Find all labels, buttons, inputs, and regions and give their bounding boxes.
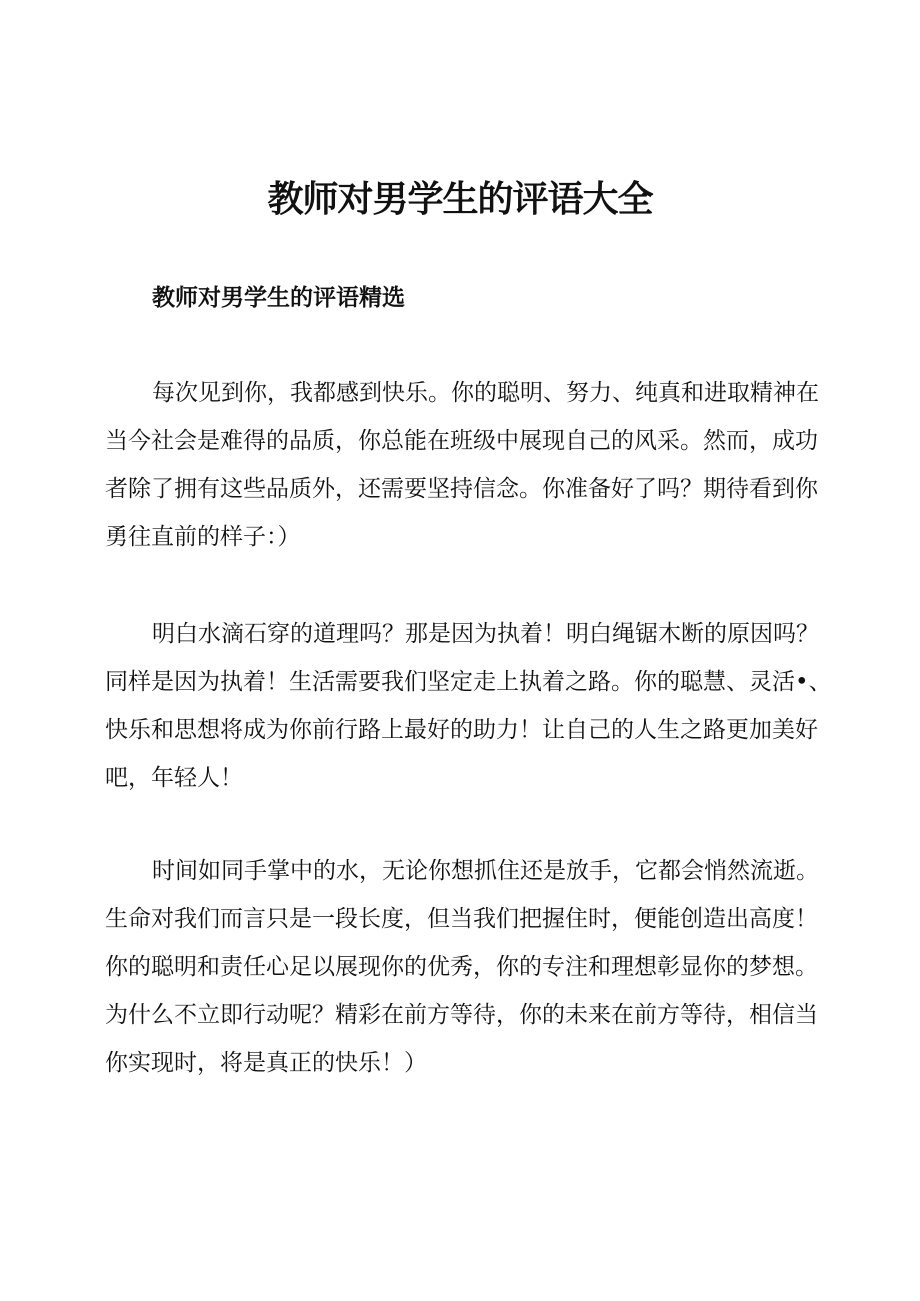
- paragraph-line: 同样是因为执着！生活需要我们坚定走上执着之路。你的聪慧、灵活•、: [105, 669, 832, 695]
- paragraph-line: 勇往直前的样子：）: [105, 524, 301, 550]
- paragraph-line: 每次见到你，我都感到快乐。你的聪明、努力、纯真和进取精神在: [152, 380, 819, 406]
- paragraph-2: [105, 610, 832, 802]
- paragraph-line: 快乐和思想将成为你前行路上最好的助力！让自己的人生之路更加美好: [105, 717, 818, 743]
- page-title: 教师对男学生的评语大全: [267, 179, 653, 220]
- paragraph-line: 生命对我们而言只是一段长度，但当我们把握住时，便能创造出高度！: [105, 906, 818, 932]
- paragraph-line: 当今社会是难得的品质，你总能在班级中展现自己的风采。然而，成功: [105, 428, 818, 454]
- paragraph-line: 吧，年轻人！: [105, 765, 243, 791]
- section-subtitle: 教师对男学生的评语精选: [152, 284, 405, 311]
- paragraph-line: 时间如同手掌中的水，无论你想抓住还是放手，它都会悄然流逝。: [152, 858, 819, 884]
- paragraph-line: 为什么不立即行动呢？精彩在前方等待，你的未来在前方等待，相信当: [105, 1002, 818, 1028]
- paragraph-line: 明白水滴石穿的道理吗？那是因为执着！明白绳锯木断的原因吗？: [152, 621, 819, 647]
- paragraph-1: [105, 369, 825, 561]
- paragraph-3: [105, 847, 825, 1087]
- paragraph-line: 你的聪明和责任心足以展现你的优秀，你的专注和理想彰显你的梦想。: [105, 954, 818, 980]
- paragraph-line: 你实现时，将是真正的快乐！）: [105, 1050, 427, 1076]
- paragraph-line: 者除了拥有这些品质外，还需要坚持信念。你准备好了吗？期待看到你: [105, 476, 818, 502]
